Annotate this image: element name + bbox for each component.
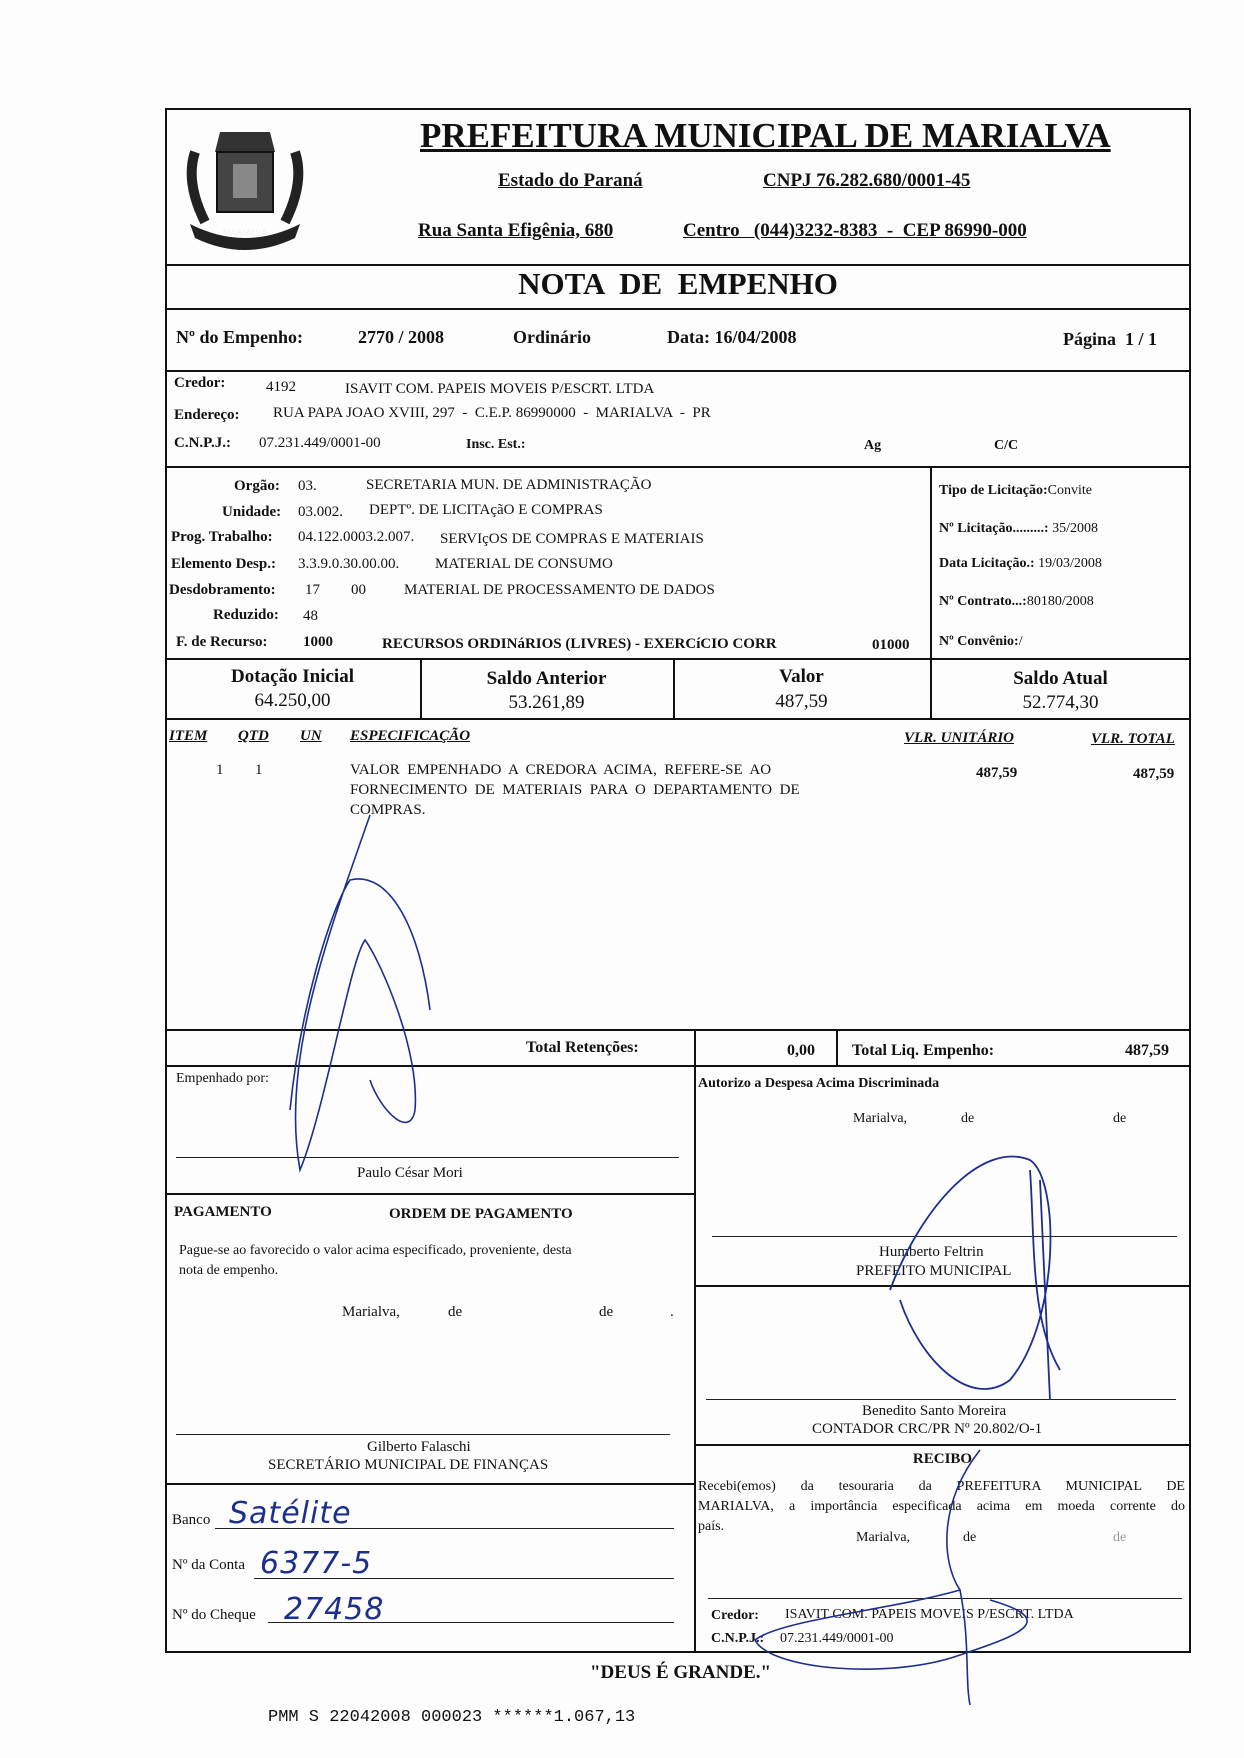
address-label: Endereço:: [174, 407, 240, 423]
recibo-text1: Recebi(emos) da tesouraria da PREFEITURA MUNICIPAL DE: [698, 1479, 1185, 1494]
convenio: [939, 634, 1023, 650]
ordem-label: ORDEM DE PAGAMENTO: [389, 1206, 573, 1222]
aut-de2: de: [1113, 1111, 1127, 1126]
valor-value: 487,59: [775, 691, 828, 712]
recibo-credor-label: Credor:: [711, 1608, 759, 1623]
dlic-value: 19/03/2008: [1038, 556, 1102, 571]
pag-de1: de: [448, 1304, 463, 1320]
prog-label: Prog. Trabalho:: [171, 529, 273, 545]
recibo-place: Marialva,: [856, 1530, 911, 1545]
credor-address: RUA PAPA JOAO XVIII, 297 - C.E.P. 86990000 - MARIALVA - PR: [273, 405, 711, 421]
orgao-code: 03.: [298, 478, 317, 494]
recurso-code2: 01000: [872, 637, 910, 653]
credor-name: ISAVIT COM. PAPEIS MOVEIS P/ESCRT. LTDA: [345, 381, 655, 397]
saldo-anterior-value: 53.261,89: [508, 692, 585, 713]
recibo-text3: país.: [698, 1519, 725, 1534]
contador-title: CONTADOR CRC/PR Nº 20.802/O-1: [812, 1421, 1043, 1437]
row-spec-line3: COMPRAS.: [350, 802, 426, 818]
contrato-label: Nº Contrato...:: [939, 594, 1027, 609]
unidade-label: Unidade:: [222, 504, 282, 520]
row-total-value: 487,59: [1133, 766, 1175, 782]
page-number: Página 1 / 1: [1063, 329, 1158, 349]
desd-code2: 00: [351, 582, 366, 598]
recibo-de1: de: [963, 1530, 977, 1545]
col-especificacao: ESPECIFICAÇÃO: [350, 728, 471, 744]
licitacao-number: [939, 521, 1098, 537]
retencoes-value: 0,00: [787, 1042, 815, 1059]
cnpj-label: C.N.P.J.:: [174, 435, 231, 451]
recibo-text2: MARIALVA, a importância especificada acima em moeda corrente do: [698, 1499, 1185, 1514]
row-item: 1: [216, 762, 224, 778]
pag-de2: de: [599, 1304, 614, 1320]
prefeito-title: PREFEITO MUNICIPAL: [856, 1263, 1012, 1279]
unidade: DEPTº. DE LICITAçãO E COMPRAS: [369, 502, 603, 518]
recurso-label: F. de Recurso:: [176, 634, 268, 650]
org-title: PREFEITURA MUNICIPAL DE MARIALVA: [420, 116, 1111, 155]
autorizo-label: Autorizo a Despesa Acima Discriminada: [698, 1076, 940, 1091]
col-un: UN: [300, 728, 322, 744]
saldo-anterior-label: Saldo Anterior: [486, 668, 607, 689]
dotacao-value: 64.250,00: [254, 690, 331, 711]
empenho-date: Data: 16/04/2008: [667, 327, 797, 347]
cc-label: C/C: [994, 438, 1019, 453]
recurso: RECURSOS ORDINáRIOS (LIVRES) - EXERCíCIO CORR: [382, 636, 777, 652]
col-vlr-total: VLR. TOTAL: [1091, 731, 1175, 747]
cashier-stamp: PMM S 22042008 000023 ******1.067,13: [268, 1708, 636, 1727]
liquido-label: Total Liq. Empenho:: [852, 1042, 995, 1059]
conta-label: Nº da Conta: [172, 1557, 245, 1573]
credor-code: 4192: [266, 379, 296, 395]
dotacao-label: Dotação Inicial: [231, 666, 354, 687]
tipo-value: Convite: [1047, 483, 1092, 498]
pag-text1: Pague-se ao favorecido o valor acima especificado, proveniente, desta: [179, 1243, 572, 1258]
reduzido-label: Reduzido:: [213, 607, 279, 623]
aut-de1: de: [961, 1111, 975, 1126]
reduzido: 48: [303, 608, 318, 624]
dlic-label: Data Licitação.:: [939, 556, 1035, 571]
row-spec-line2: FORNECIMENTO DE MATERIAIS PARA O DEPARTAMENTO DE: [350, 782, 800, 798]
empenhado-name: Paulo César Mori: [357, 1165, 463, 1181]
tipo-label-text: Tipo de Licitação:: [939, 483, 1048, 498]
recibo-de2: de: [1113, 1530, 1127, 1545]
saldo-atual-label: Saldo Atual: [1013, 668, 1108, 689]
col-qtd: QTD: [238, 728, 269, 744]
ag-label: Ag: [864, 438, 882, 453]
retencoes-label: Total Retenções:: [526, 1039, 639, 1056]
desd-code: 17: [305, 582, 320, 598]
org-address: Rua Santa Efigênia, 680: [418, 220, 614, 241]
org-phone: Centro (044)3232-8383 - CEP 86990-000: [683, 220, 1027, 241]
secretario-name: Gilberto Falaschi: [367, 1439, 471, 1455]
conta-value: 6377-5: [260, 1546, 373, 1581]
pag-text2: nota de empenho.: [179, 1263, 279, 1278]
credor-cnpj: 07.231.449/0001-00: [259, 435, 381, 451]
credor-label: Credor:: [174, 375, 226, 391]
col-vlr-unitario: VLR. UNITÁRIO: [904, 730, 1015, 746]
contrato-value: 80180/2008: [1026, 594, 1094, 609]
desd-label: Desdobramento:: [169, 582, 276, 598]
secretario-title: SECRETÁRIO MUNICIPAL DE FINANÇAS: [268, 1457, 549, 1473]
row-unit-value: 487,59: [976, 765, 1018, 781]
convenio-label: Nº Convênio:: [939, 634, 1019, 649]
empenho-number-label: Nº do Empenho:: [176, 327, 303, 347]
prog-code: 04.122.0003.2.007.: [298, 529, 415, 545]
row-spec-line1: VALOR EMPENHADO A CREDORA ACIMA, REFERE-SE AO: [350, 762, 772, 778]
cheque-value: 27458: [284, 1592, 385, 1627]
lic-label: Nº Licitação.........:: [939, 521, 1049, 536]
recibo-credor: ISAVIT COM. PAPEIS MOVEIS P/ESCRT. LTDA: [785, 1607, 1074, 1622]
convenio-value: /: [1018, 634, 1023, 649]
valor-label: Valor: [779, 666, 824, 687]
tipo-label: [939, 483, 1092, 499]
empenho-type: Ordinário: [513, 327, 592, 347]
row-qtd: 1: [255, 762, 263, 778]
contrato: [939, 594, 1094, 610]
liquido-value: 487,59: [1125, 1042, 1169, 1059]
empenho-number: 2770 / 2008: [358, 327, 445, 347]
elem: MATERIAL DE CONSUMO: [435, 556, 613, 572]
col-item: ITEM: [169, 728, 208, 744]
svg-text:MARIALVA: MARIALVA: [222, 229, 268, 239]
recurso-code: 1000: [303, 634, 333, 650]
desd: MATERIAL DE PROCESSAMENTO DE DADOS: [404, 582, 715, 598]
empenhado-label: Empenhado por:: [176, 1071, 269, 1086]
insc-label: Insc. Est.:: [466, 437, 526, 452]
recibo-cnpj-label: C.N.P.J.:: [711, 1631, 765, 1646]
pag-place: Marialva,: [342, 1304, 400, 1320]
banco-value: Satélite: [229, 1496, 352, 1531]
motto: "DEUS É GRANDE.": [590, 1662, 772, 1683]
document-title: NOTA DE EMPENHO: [518, 266, 838, 301]
elem-code: 3.3.9.0.30.00.00.: [298, 556, 400, 572]
municipal-coat-of-arms: [175, 112, 315, 260]
cheque-label: Nº do Cheque: [172, 1607, 256, 1623]
prog: SERVIçOS DE COMPRAS E MATERIAIS: [440, 531, 704, 547]
prefeito-name: Humberto Feltrin: [879, 1244, 984, 1260]
unidade-code: 03.002.: [298, 504, 343, 520]
aut-place: Marialva,: [853, 1111, 908, 1126]
licitacao-date: [939, 556, 1102, 572]
state-label: Estado do Paraná: [498, 170, 643, 191]
lic-value: 35/2008: [1052, 521, 1098, 536]
elem-label: Elemento Desp.:: [171, 556, 276, 572]
recibo-title: RECIBO: [912, 1451, 973, 1467]
pagamento-label: PAGAMENTO: [174, 1204, 272, 1220]
recibo-cnpj: 07.231.449/0001-00: [780, 1631, 894, 1646]
orgao-label: Orgão:: [234, 478, 280, 494]
banco-label: Banco: [172, 1512, 211, 1528]
pag-dot: .: [670, 1304, 674, 1320]
contador-name: Benedito Santo Moreira: [862, 1403, 1007, 1419]
org-cnpj: CNPJ 76.282.680/0001-45: [763, 170, 971, 191]
orgao: SECRETARIA MUN. DE ADMINISTRAÇÃO: [366, 477, 652, 493]
saldo-atual-value: 52.774,30: [1022, 692, 1099, 713]
